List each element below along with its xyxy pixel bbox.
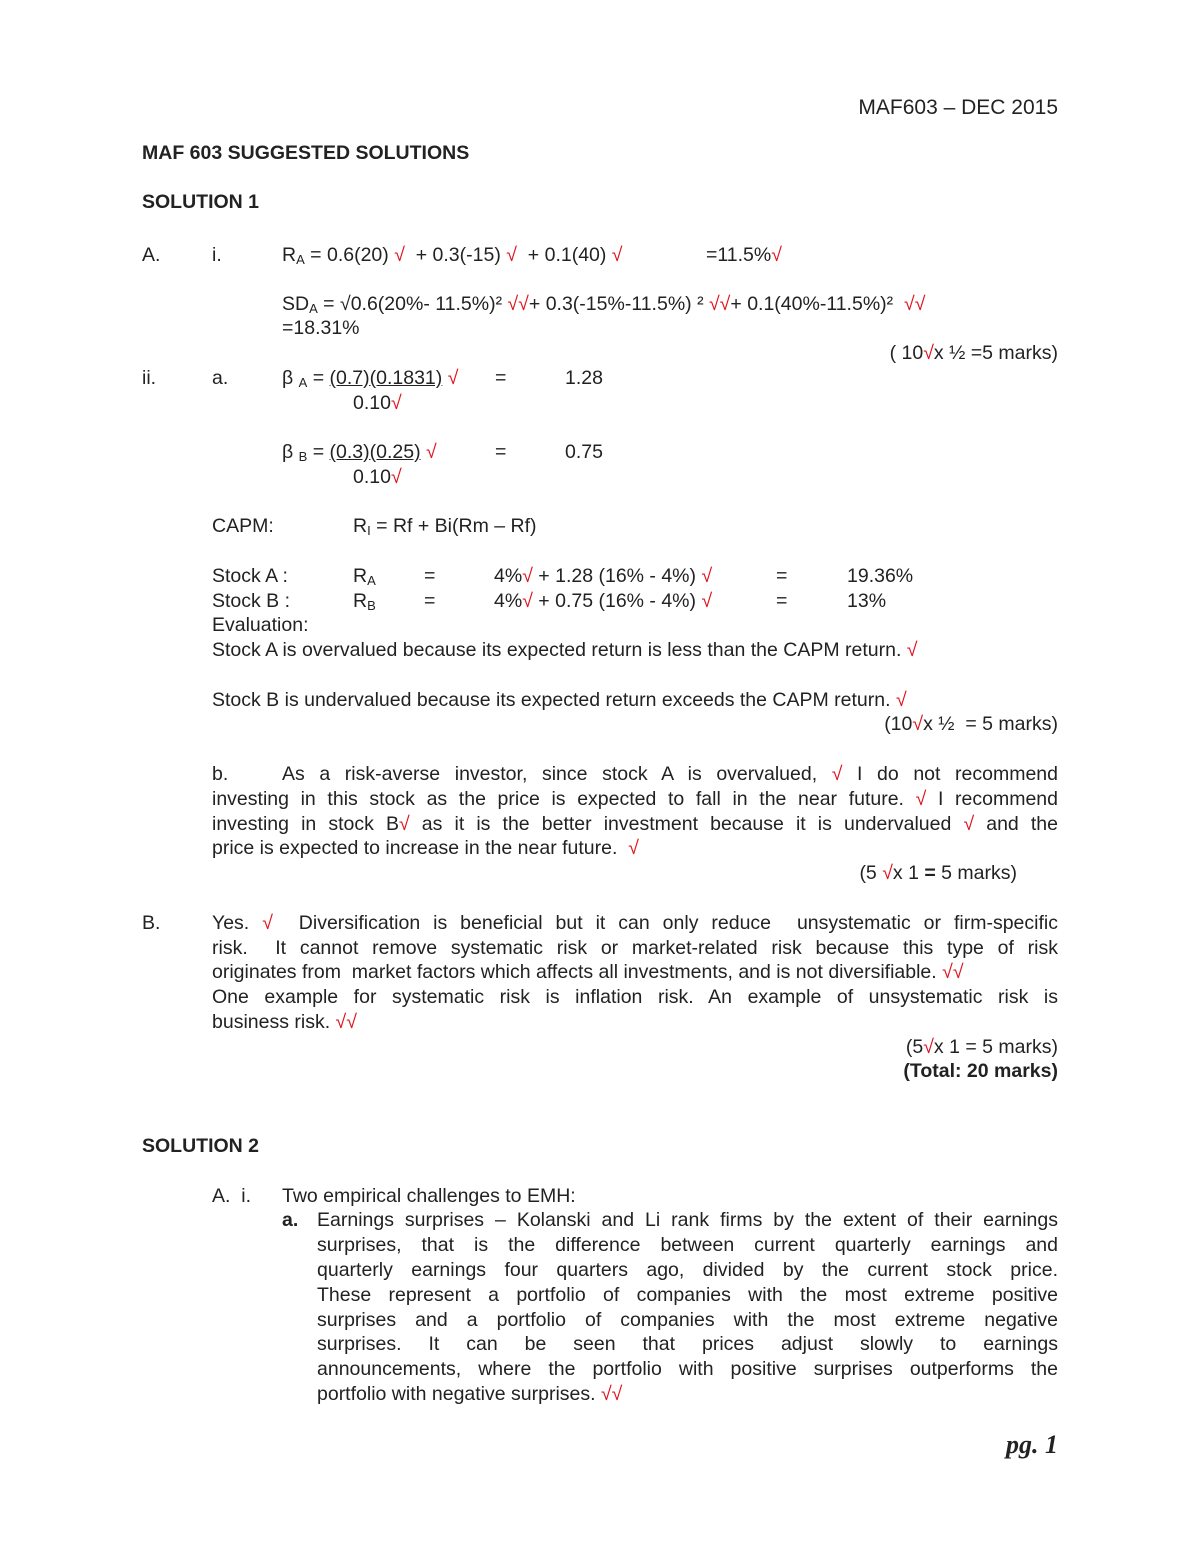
solution-2-heading: SOLUTION 2 <box>142 1135 260 1157</box>
beta-b-denominator: 0.10√ <box>353 466 402 488</box>
std-dev-formula: $SD_A = √0.6(20\%-$ 11.5%)² √√+ 0.3(-15%-11.5%) ² √√+ 0.1(40%-11.5%)² √√ <box>282 293 926 316</box>
item-i-label: i. <box>212 244 222 266</box>
challenge-a-line-8: portfolio with negative surprises. √√ <box>317 1383 623 1405</box>
diversification-line-3: originates from market factors which affects all investments, and is not diversifiable. √√ <box>212 961 964 983</box>
capm-label: CAPM: <box>212 515 274 537</box>
challenge-a-line-1: Earnings surprises – Kolanski and Li rank firms by the extent of their earnings <box>317 1209 1058 1231</box>
challenge-a-line-5: surprises and a portfolio of companies with the most extreme negative <box>317 1309 1058 1331</box>
stock-b-calculation: 4%√ + 0.75 (16% - 4%) √ <box>494 590 713 612</box>
recommendation-line-2: investing in this stock as the price is expected to fall in the near future. √ I recommend <box>212 788 1058 810</box>
challenge-a-line-7: announcements, where the portfolio with positive surprises outperforms the <box>317 1358 1058 1380</box>
stock-a-calculation: 4%√ + 1.28 (16% - 4%) √ <box>494 565 713 587</box>
expected-return-formula: $R_A = 0.6(20)$ √ + 0.3(-15) √ + 0.1(40) √ <box>282 244 623 267</box>
item-ii-label: ii. <box>142 367 157 389</box>
marks-a-ii: (10√x ½ = 5 marks) <box>884 713 1058 735</box>
challenge-a-line-2: surprises, that is the difference between current quarterly earnings and <box>317 1234 1058 1256</box>
stock-b-equals: = <box>424 590 436 612</box>
diversification-line-4: One example for systematic risk is inflation risk. An example of unsystematic risk is <box>212 986 1058 1008</box>
stock-a-symbol: $R_A$ <box>353 565 376 588</box>
beta-b-value: 0.75 <box>565 441 603 463</box>
beta-a-equals: = <box>495 367 507 389</box>
beta-a-denominator: 0.10√ <box>353 392 402 414</box>
evaluation-stock-b: Stock B is undervalued because its expected return exceeds the CAPM return. √ <box>212 689 907 711</box>
diversification-line-1: Yes. √ Diversification is beneficial but it can only reduce unsystematic or firm-specific <box>212 912 1058 934</box>
diversification-line-5: business risk. √√ <box>212 1011 357 1033</box>
beta-b-numerator: β $_B$ = (0.3)(0.25) √ <box>282 441 437 464</box>
expected-return-result: =11.5%√ <box>706 244 782 266</box>
recommendation-line-1: As a risk-averse investor, since stock A is overvalued, √ I do not recommend <box>282 763 1058 785</box>
beta-a-numerator: β $_A$ = (0.7)(0.1831) √ <box>282 367 459 390</box>
total-marks: (Total: 20 marks) <box>903 1060 1058 1082</box>
document-title: MAF 603 SUGGESTED SOLUTIONS <box>142 142 470 164</box>
challenge-a-label: a. <box>282 1209 299 1231</box>
capm-formula: $R_I = Rf + Bi(Rm - Rf)$ <box>353 515 537 538</box>
part-a-i-label: A. i. <box>212 1185 252 1207</box>
stock-a-equals-2: = <box>776 565 788 587</box>
emh-intro: Two empirical challenges to EMH: <box>282 1185 576 1207</box>
page-header: MAF603 – DEC 2015 <box>858 96 1058 119</box>
stock-b-result: 13% <box>847 590 887 612</box>
challenge-a-line-4: These represent a portfolio of companies with the most extreme positive <box>317 1284 1058 1306</box>
part-a-label: A. <box>142 244 161 266</box>
challenge-a-line-3: quarterly earnings four quarters ago, divided by the current stock price. <box>317 1259 1058 1281</box>
stock-a-result: 19.36% <box>847 565 914 587</box>
solution-1-heading: SOLUTION 1 <box>142 191 260 213</box>
stock-b-label: Stock B : <box>212 590 291 612</box>
marks-b: (5 √x 1 = 5 marks) <box>859 862 1017 884</box>
marks-a-i: ( 10√x ½ =5 marks) <box>889 342 1058 364</box>
stock-a-label: Stock A : <box>212 565 288 587</box>
page-number: pg. 1 <box>1006 1430 1058 1459</box>
evaluation-stock-a: Stock A is overvalued because its expected return is less than the CAPM return. √ <box>212 639 918 661</box>
diversification-line-2: risk. It cannot remove systematic risk or market-related risk because this type of risk <box>212 937 1058 959</box>
std-dev-result: =18.31% <box>282 317 360 339</box>
item-a-label: a. <box>212 367 229 389</box>
recommendation-line-4: price is expected to increase in the near future. √ <box>212 837 639 859</box>
marks-part-b: (5√x 1 = 5 marks) <box>905 1036 1058 1058</box>
stock-b-equals-2: = <box>776 590 788 612</box>
stock-a-equals: = <box>424 565 436 587</box>
part-b-label: B. <box>142 912 161 934</box>
beta-a-value: 1.28 <box>565 367 603 389</box>
evaluation-label: Evaluation: <box>212 614 309 636</box>
beta-b-equals: = <box>495 441 507 463</box>
recommendation-line-3: investing in stock B√ as it is the better investment because it is undervalued √ and the <box>212 813 1058 835</box>
stock-b-symbol: $R_B$ <box>353 590 376 613</box>
challenge-a-line-6: surprises. It can be seen that prices adjust slowly to earnings <box>317 1333 1058 1355</box>
item-b-label: b. <box>212 763 229 785</box>
